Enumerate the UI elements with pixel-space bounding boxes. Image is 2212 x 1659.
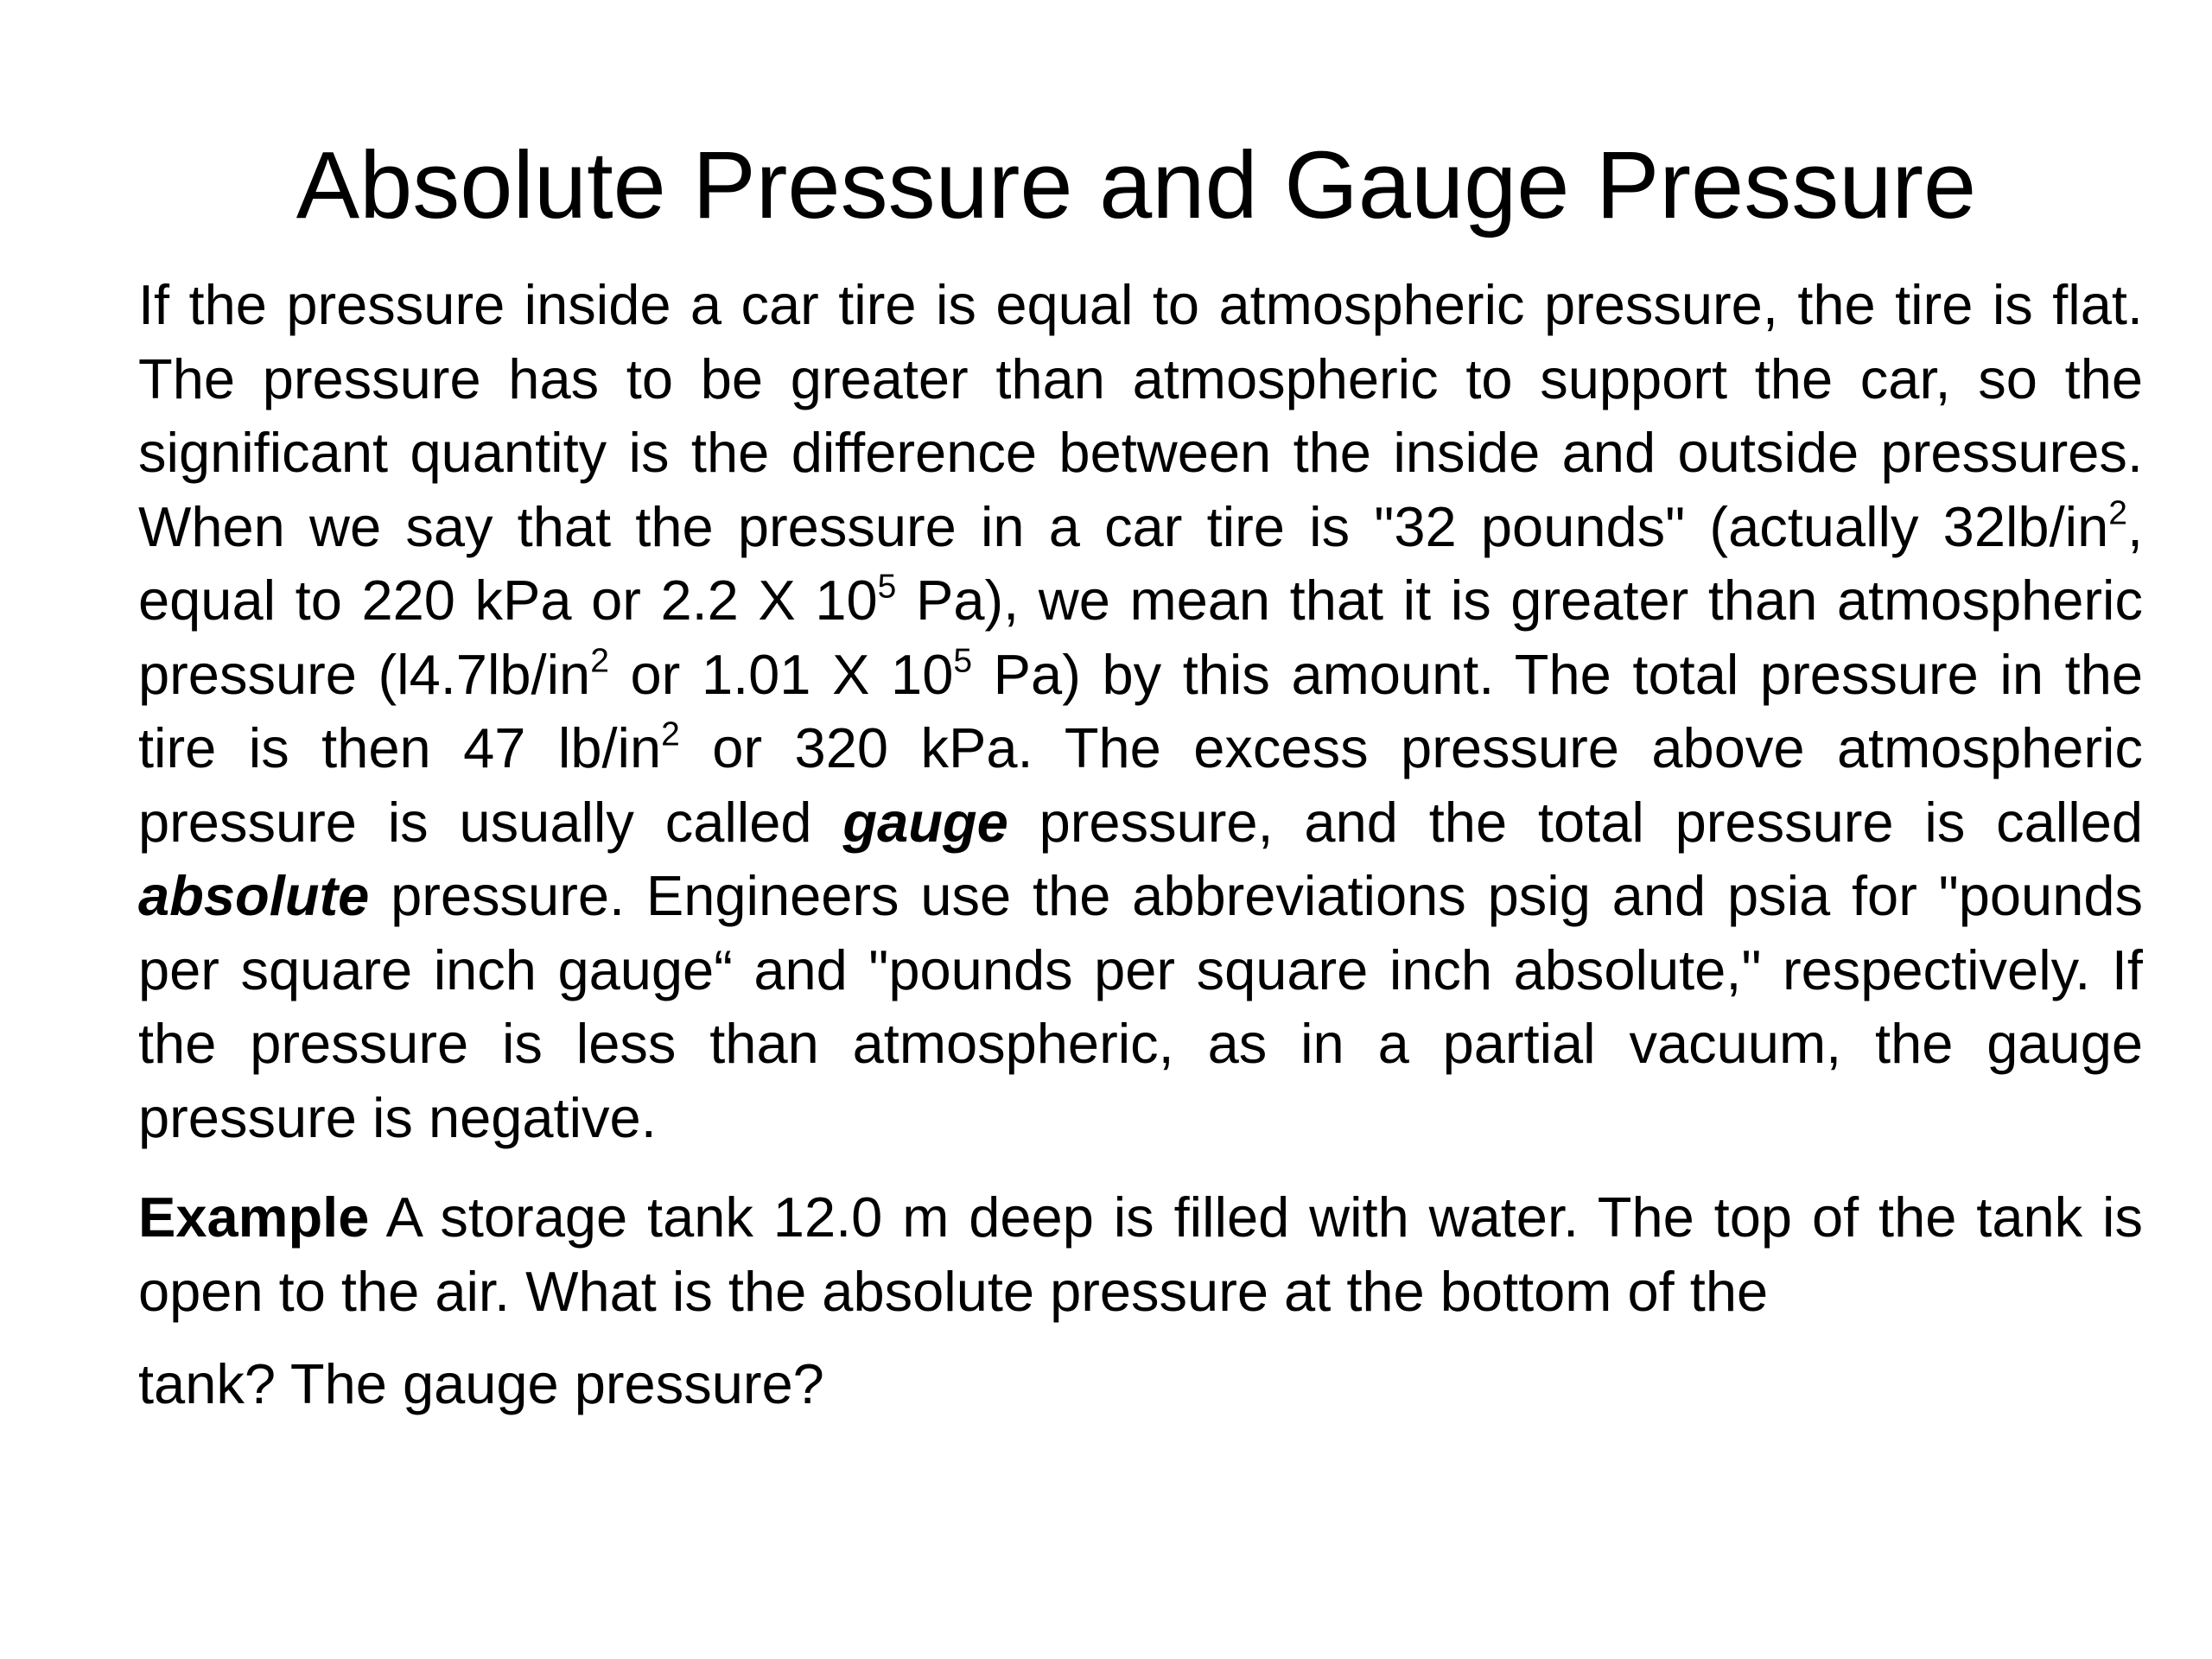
term-absolute: absolute	[138, 864, 370, 927]
text-run: Pa), we mean that it is greater than atmospheric pressure (l4.7lb/in	[138, 569, 2143, 706]
example-paragraph	[138, 1180, 2143, 1421]
superscript-exponent: 2	[2108, 494, 2127, 532]
text-run: Pa) by this amount. The total pressure in the tire is then 47 lb/in	[138, 642, 2143, 779]
slide-body	[138, 268, 2143, 1421]
explanation-paragraph	[138, 268, 2143, 1154]
example-text-last-line: tank? The gauge pressure?	[138, 1352, 824, 1415]
example-label: Example	[138, 1185, 370, 1249]
text-run: , equal to 220 kPa or 2.2 X 10	[138, 494, 2143, 632]
example-text: A storage tank 12.0 m deep is filled with water. The top of the tank is open to the air. What is the absolute pressure at the bottom of the	[138, 1185, 2143, 1323]
text-run: or 1.01 X 10	[608, 642, 954, 706]
text-run: pressure. Engineers use the abbreviations psig and psia for "pounds per square inch gauge“ and "pounds per square inch absolute," respectively. If the pressure is less than atmospheric, as in a partial vacuum, the gauge pressure is negative.	[138, 864, 2143, 1149]
text-run: pressure, and the total pressure is called	[1007, 790, 2143, 854]
superscript-exponent: 5	[953, 642, 973, 680]
term-gauge: gauge	[842, 790, 1008, 854]
text-run: or 320 kPa. The excess pressure above atmospheric pressure is usually called	[138, 716, 2143, 854]
superscript-exponent: 2	[661, 715, 680, 753]
superscript-exponent: 2	[590, 642, 609, 680]
slide-title: Absolute Pressure and Gauge Pressure	[296, 132, 1977, 238]
superscript-exponent: 5	[877, 568, 897, 606]
text-run: If the pressure inside a car tire is equal to atmospheric pressure, the tire is flat. The pressure has to be greater than atmospheric to support the car, so the significant quantity is the difference between the inside and outside pressures. When we say that the pressure in a car tire is "32 pounds" (actually 32lb/in	[138, 273, 2143, 558]
